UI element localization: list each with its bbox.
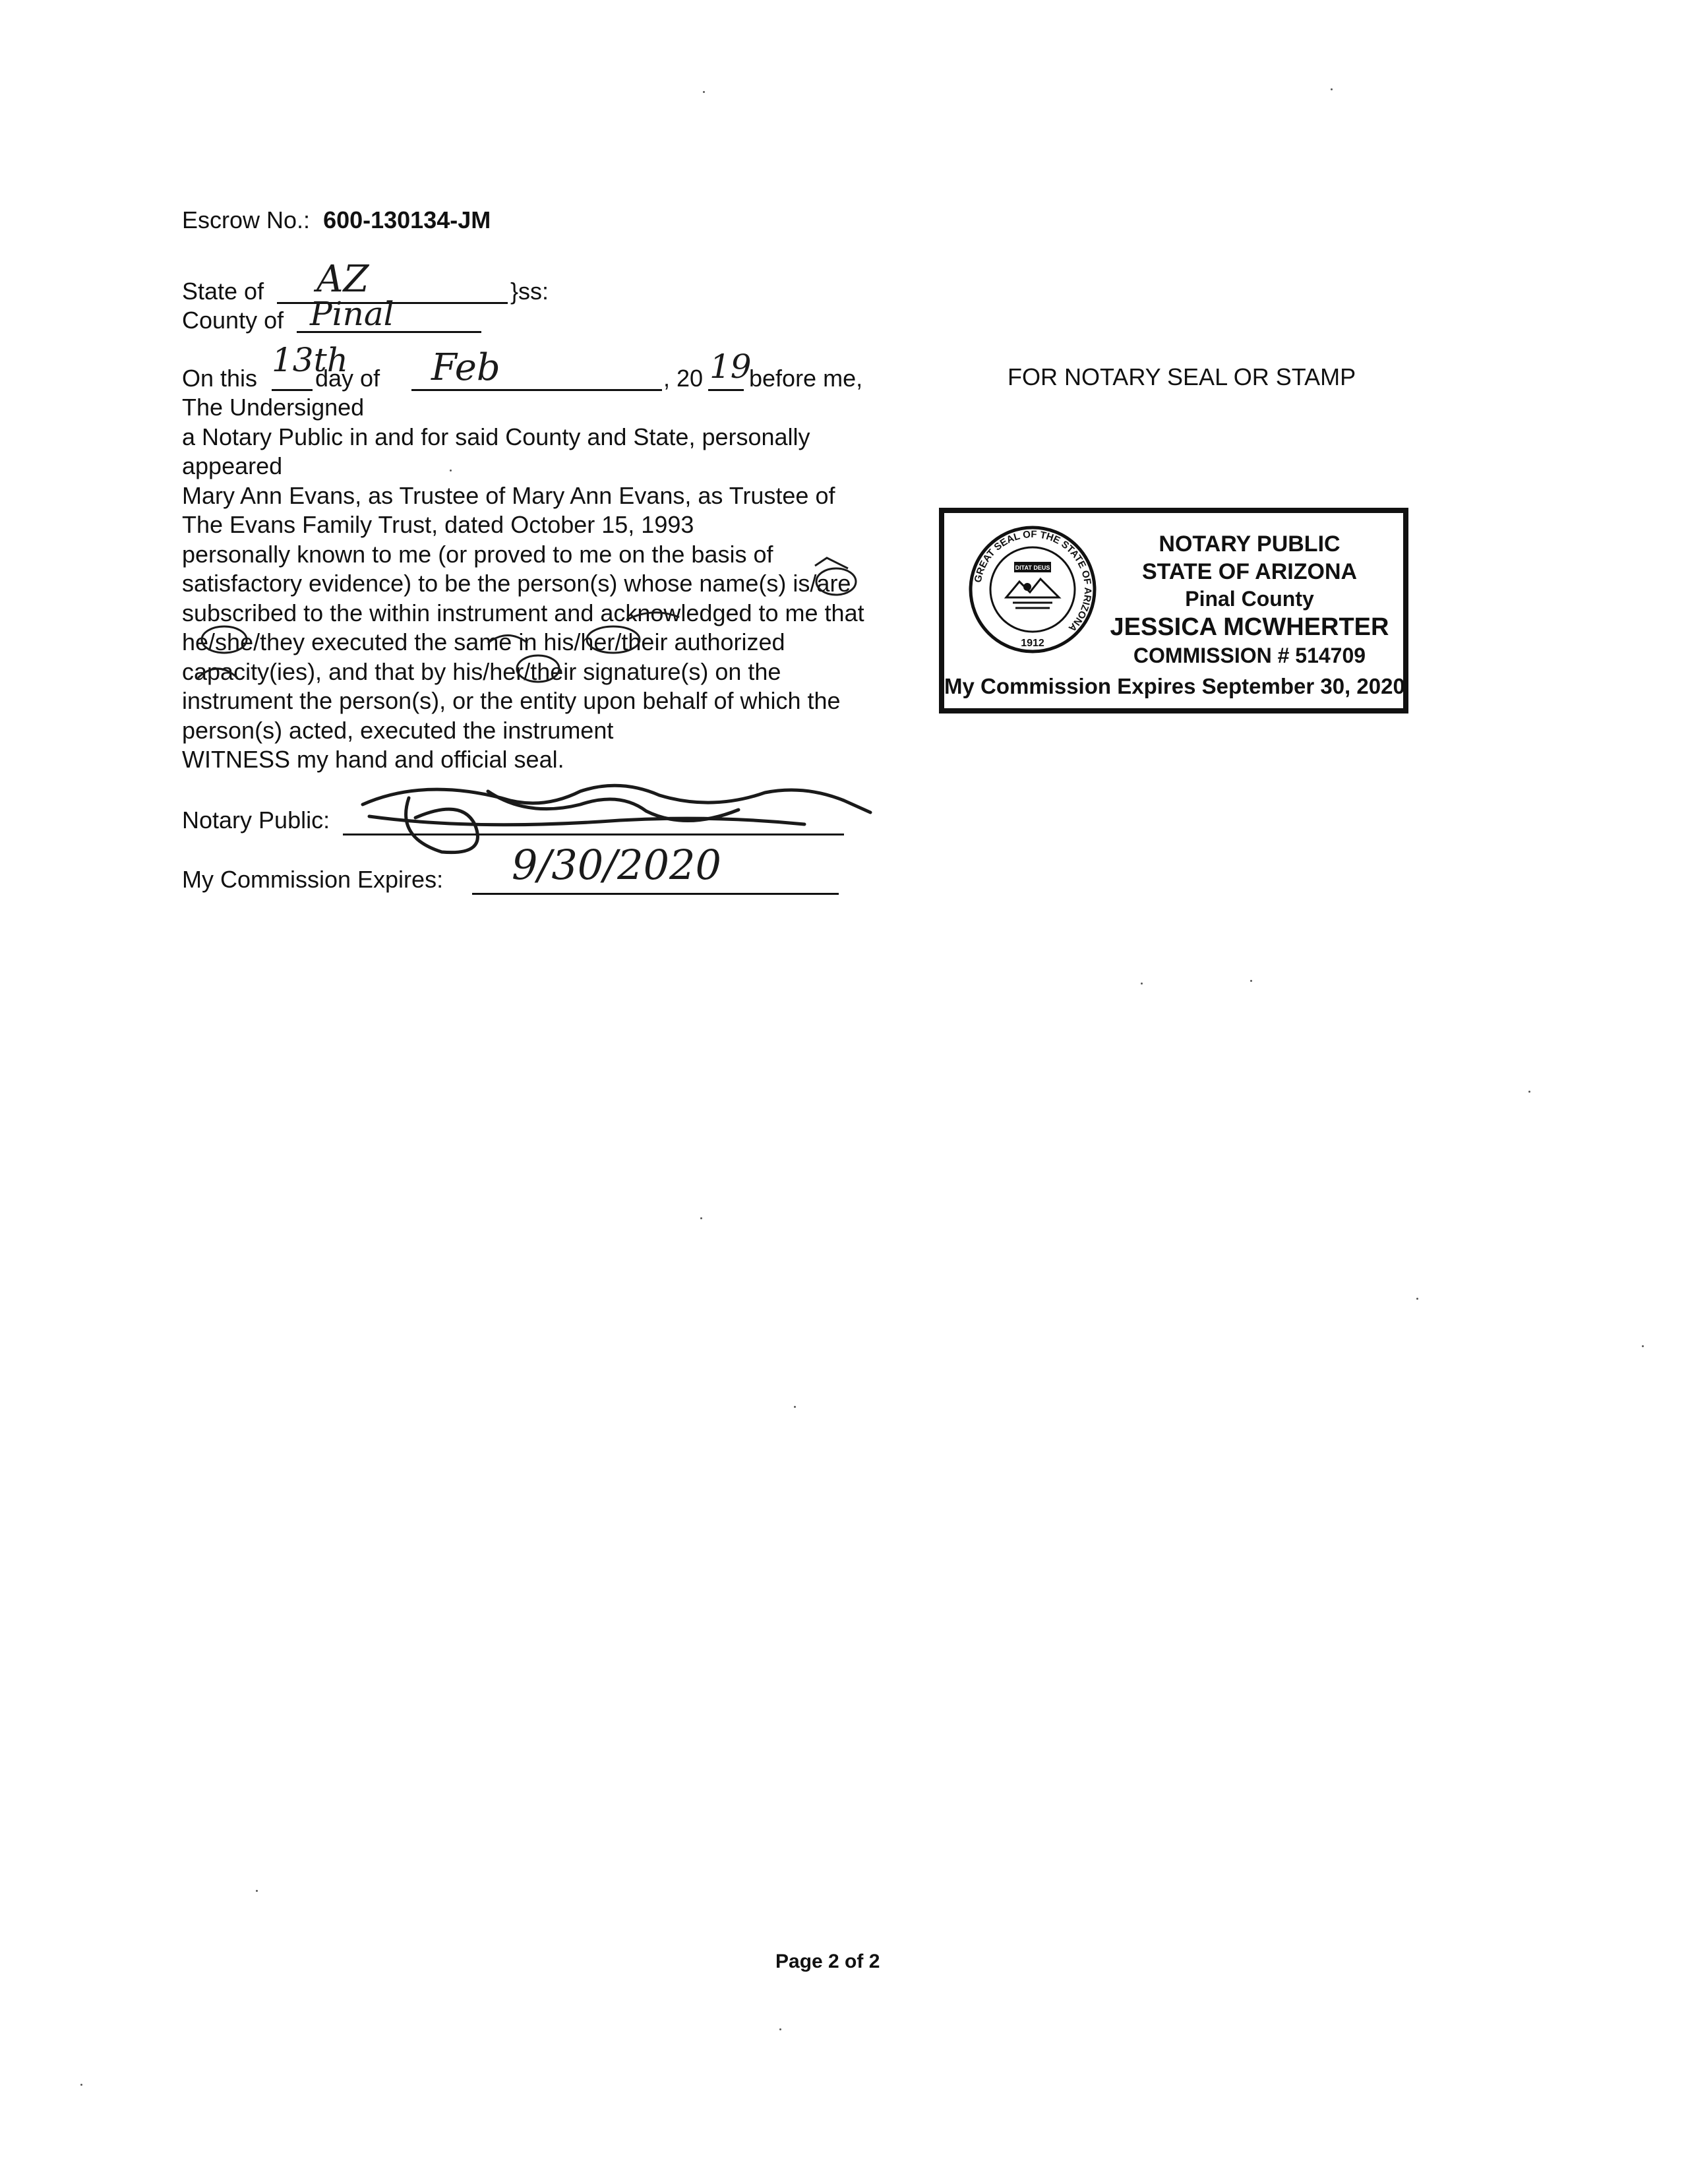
commission-expires-label: My Commission Expires:	[182, 866, 444, 893]
body-line: satisfactory evidence) to be the person(s) whose name(s) is/are	[182, 570, 851, 597]
check-mark	[815, 558, 848, 568]
scan-speck	[794, 1406, 796, 1408]
body-line: he/she/they executed the same in his/her/their authorized	[182, 628, 785, 655]
notary-public-label: Notary Public:	[182, 806, 330, 834]
circle-her-mark	[587, 626, 640, 653]
scan-speck	[1528, 1091, 1530, 1093]
scan-speck	[80, 2084, 82, 2086]
seal-caption: FOR NOTARY SEAL OR STAMP	[1008, 363, 1356, 390]
arizona-seal-icon	[967, 524, 1099, 655]
scan-speck	[1331, 88, 1333, 90]
page-number: Page 2 of 2	[775, 1951, 880, 1972]
scan-speck	[1141, 983, 1143, 985]
stamp-notary-name: JESSICA MCWHERTER	[1110, 613, 1389, 641]
stamp-commission-number: COMMISSION # 514709	[1133, 644, 1366, 667]
seal-motto: DITAT DEUS	[1015, 564, 1050, 571]
circle-her2-mark	[517, 655, 559, 682]
same-curve-mark	[488, 636, 528, 644]
date-suffix: before me,	[749, 365, 863, 392]
body-line: instrument the person(s), or the entity upon behalf of which the	[182, 687, 841, 714]
and-curve-mark	[626, 613, 679, 620]
month-handwritten: Feb	[431, 346, 500, 389]
scan-speck	[779, 2028, 781, 2030]
scan-speck	[1642, 1345, 1644, 1347]
circle-is-mark	[816, 568, 856, 595]
notary-stamp	[939, 508, 1408, 713]
day-handwritten: 13th	[272, 341, 348, 379]
year-handwritten: 19	[709, 348, 752, 386]
body-line: Mary Ann Evans, as Trustee of Mary Ann Evans, as Trustee of	[182, 481, 835, 509]
scan-speck	[1250, 980, 1252, 982]
county-handwritten: Pinal	[310, 295, 394, 333]
seal-ring-text: GREAT SEAL OF THE STATE OF ARIZONA	[972, 528, 1094, 634]
scan-speck	[700, 1217, 702, 1219]
capacity-curve-mark	[198, 669, 237, 678]
body-line: The Evans Family Trust, dated October 15, 1993	[182, 511, 694, 538]
date-prefix: On this	[182, 365, 258, 392]
escrow-number: 600-130134-JM	[323, 206, 491, 233]
body-line: capacity(ies), and that by his/her/their signature(s) on the	[182, 657, 781, 685]
stamp-text	[1102, 530, 1397, 669]
body-line: subscribed to the within instrument and acknowledged to me that	[182, 599, 864, 626]
state-handwritten: AZ	[316, 258, 369, 301]
body-line: WITNESS my hand and official seal.	[182, 746, 564, 773]
stamp-state: STATE OF ARIZONA	[1141, 559, 1358, 584]
scan-speck	[450, 470, 452, 471]
body-line: personally known to me (or proved to me on the basis of	[182, 540, 773, 568]
seal-year: 1912	[1021, 638, 1044, 649]
state-label: State of	[182, 278, 264, 305]
scan-speck	[703, 91, 705, 93]
ss-mark: }ss:	[510, 278, 549, 305]
body-line: a Notary Public in and for said County and State, personally	[182, 423, 810, 450]
year-prefix: , 20	[663, 365, 704, 392]
scan-speck	[1416, 1298, 1418, 1300]
stamp-title: NOTARY PUBLIC	[1159, 531, 1341, 557]
body-line: person(s) acted, executed the instrument	[182, 716, 614, 744]
circle-she-mark	[202, 626, 247, 653]
day-of-label: day of	[315, 365, 380, 392]
stamp-county: Pinal County	[1185, 587, 1314, 611]
commission-expires-field	[472, 841, 839, 895]
body-line: appeared	[182, 452, 283, 479]
body-line: The Undersigned	[182, 394, 365, 421]
county-label: County of	[182, 307, 284, 334]
scan-speck	[256, 1890, 258, 1892]
commission-expires-handwritten: 9/30/2020	[512, 841, 721, 889]
escrow-label: Escrow No.:	[182, 206, 311, 233]
stamp-expiration: My Commission Expires September 30, 2020	[944, 674, 1405, 698]
